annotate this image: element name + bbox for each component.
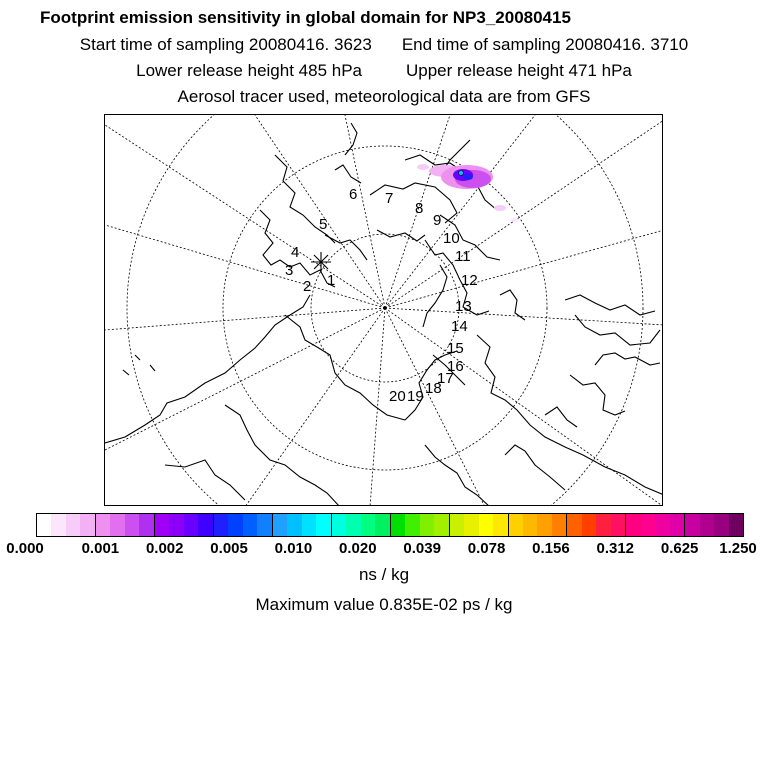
colorbar-segment bbox=[332, 514, 346, 536]
map-title: Footprint emission sensitivity in global domain for NP3_20080415 bbox=[40, 8, 571, 27]
colorbar-segment bbox=[214, 514, 228, 536]
colorbar-segment bbox=[228, 514, 242, 536]
colorbar-segment bbox=[125, 514, 139, 536]
trajectory-label: 2 bbox=[303, 278, 312, 295]
colorbar-segment bbox=[596, 514, 610, 536]
meridian bbox=[105, 125, 385, 308]
trajectory-label: 20 bbox=[389, 388, 406, 405]
meridian bbox=[245, 308, 385, 506]
colorbar-segment bbox=[66, 514, 80, 536]
colorbar-unit: ns / kg bbox=[358, 565, 410, 584]
colorbar-segment bbox=[611, 514, 626, 536]
colorbar-tick-label: 0.020 bbox=[339, 540, 377, 557]
coastline bbox=[595, 353, 660, 365]
coastline bbox=[477, 335, 663, 495]
sampling-times bbox=[0, 35, 768, 55]
trajectory-label: 17 bbox=[437, 370, 454, 387]
coastline bbox=[545, 407, 577, 427]
colorbar-segment bbox=[391, 514, 405, 536]
colorbar-segment bbox=[169, 514, 183, 536]
colorbar-segment bbox=[184, 514, 198, 536]
coastline bbox=[575, 315, 660, 345]
trajectory-label: 18 bbox=[425, 380, 442, 397]
colorbar-segment bbox=[375, 514, 390, 536]
colorbar-tick-label: 0.625 bbox=[660, 540, 699, 557]
coastline bbox=[123, 355, 155, 375]
coastlines bbox=[105, 123, 663, 506]
colorbar-segment bbox=[80, 514, 95, 536]
meridian bbox=[370, 308, 385, 506]
colorbar-segment bbox=[582, 514, 596, 536]
colorbar-segment bbox=[464, 514, 478, 536]
start-time: Start time of sampling 20080416. 3623 bbox=[79, 35, 372, 54]
meridian bbox=[105, 308, 385, 330]
colorbar-segment bbox=[420, 514, 434, 536]
coastline bbox=[565, 295, 655, 315]
colorbar-tick-label: 0.001 bbox=[81, 540, 120, 557]
trajectory-label: 6 bbox=[349, 186, 358, 203]
trajectory-label: 4 bbox=[291, 244, 300, 261]
meridian bbox=[385, 308, 663, 325]
colorbar-segment bbox=[434, 514, 449, 536]
colorbar-segment bbox=[243, 514, 257, 536]
colorbar-segment bbox=[509, 514, 523, 536]
colorbar-segment bbox=[552, 514, 567, 536]
map-canvas bbox=[105, 115, 663, 506]
trajectory-label: 11 bbox=[455, 248, 471, 265]
maximum-value: Maximum value 0.835E-02 ps / kg bbox=[255, 595, 513, 614]
colorbar-segment bbox=[479, 514, 493, 536]
colorbar-segment bbox=[257, 514, 272, 536]
colorbar-segment bbox=[493, 514, 508, 536]
colorbar-segment bbox=[96, 514, 110, 536]
colorbar-segment bbox=[655, 514, 669, 536]
colorbar-segment bbox=[273, 514, 287, 536]
coastline bbox=[505, 445, 565, 490]
coastline bbox=[570, 375, 625, 415]
colorbar-segment bbox=[700, 514, 714, 536]
colorbar-segment bbox=[110, 514, 124, 536]
end-time: End time of sampling 20080416. 3710 bbox=[401, 35, 689, 54]
colorbar-segment bbox=[729, 514, 743, 536]
colorbar bbox=[36, 513, 744, 537]
trajectory-label: 16 bbox=[447, 358, 464, 375]
colorbar-segment bbox=[714, 514, 728, 536]
colorbar-tick-label: 0.000 bbox=[6, 540, 44, 557]
polar-map bbox=[104, 114, 663, 506]
meridian bbox=[385, 308, 485, 506]
trajectory-label: 12 bbox=[461, 272, 478, 289]
meridian bbox=[255, 115, 385, 308]
colorbar-segment bbox=[139, 514, 154, 536]
colorbar-segment bbox=[450, 514, 464, 536]
meridian bbox=[105, 308, 385, 450]
release-heights bbox=[0, 61, 768, 81]
trajectory-label: 10 bbox=[443, 230, 460, 247]
graticule bbox=[105, 115, 663, 506]
trajectory-label: 9 bbox=[433, 212, 442, 229]
meridian bbox=[385, 120, 663, 308]
colorbar-tick-label: 0.312 bbox=[596, 540, 635, 557]
coastline bbox=[165, 460, 245, 500]
colorbar-tick-label: 0.078 bbox=[467, 540, 506, 557]
colorbar-segment bbox=[641, 514, 655, 536]
colorbar-tick-label: 0.010 bbox=[274, 540, 313, 557]
colorbar-segment bbox=[567, 514, 581, 536]
trajectory-label: 3 bbox=[285, 262, 294, 279]
colorbar-segment bbox=[685, 514, 699, 536]
colorbar-tick-label: 0.005 bbox=[210, 540, 248, 557]
colorbar-segment bbox=[361, 514, 375, 536]
colorbar-segment bbox=[346, 514, 360, 536]
trajectory-label: 19 bbox=[407, 388, 424, 405]
colorbar-tick-labels bbox=[0, 540, 768, 558]
coastline bbox=[500, 290, 525, 320]
colorbar-tick-label: 0.039 bbox=[403, 540, 441, 557]
trajectory-label: 15 bbox=[447, 340, 464, 357]
plume-peak bbox=[463, 174, 473, 180]
colorbar-segment bbox=[155, 514, 169, 536]
plume-low bbox=[494, 205, 506, 211]
plume-low bbox=[511, 218, 519, 222]
colorbar-segment bbox=[670, 514, 685, 536]
release-location-star bbox=[311, 252, 331, 272]
trajectory-label: 7 bbox=[385, 190, 394, 207]
coastline bbox=[225, 405, 340, 506]
colorbar-segment bbox=[51, 514, 65, 536]
coastline bbox=[325, 235, 367, 260]
plume-max-point bbox=[459, 171, 464, 176]
colorbar-segment bbox=[626, 514, 640, 536]
colorbar-segment bbox=[287, 514, 301, 536]
trajectory-label: 8 bbox=[415, 200, 424, 217]
coastline bbox=[105, 295, 310, 443]
trajectory-label: 1 bbox=[327, 272, 336, 289]
trajectory-label: 13 bbox=[455, 298, 472, 315]
colorbar-segment bbox=[198, 514, 213, 536]
upper-release-height: Upper release height 471 hPa bbox=[406, 61, 632, 80]
plume-low bbox=[417, 164, 429, 170]
colorbar-tick-label: 1.250 bbox=[719, 540, 757, 557]
colorbar-segment bbox=[316, 514, 331, 536]
colorbar-segment bbox=[405, 514, 419, 536]
colorbar-tick-label: 0.002 bbox=[145, 540, 184, 557]
trajectory-label: 5 bbox=[319, 216, 328, 233]
coastline bbox=[285, 315, 405, 420]
lower-release-height: Lower release height 485 hPa bbox=[136, 61, 362, 80]
colorbar-tick-label: 0.156 bbox=[532, 540, 570, 557]
colorbar-segment bbox=[523, 514, 537, 536]
colorbar-segment bbox=[37, 514, 51, 536]
tracer-note: Aerosol tracer used, meteorological data are from GFS bbox=[177, 87, 591, 106]
trajectory-label: 14 bbox=[451, 318, 468, 335]
coastline bbox=[425, 445, 490, 506]
meridian bbox=[105, 225, 385, 308]
colorbar-segment bbox=[302, 514, 316, 536]
trajectory-labels bbox=[285, 186, 478, 405]
meridian bbox=[345, 115, 385, 308]
colorbar-segment bbox=[537, 514, 551, 536]
